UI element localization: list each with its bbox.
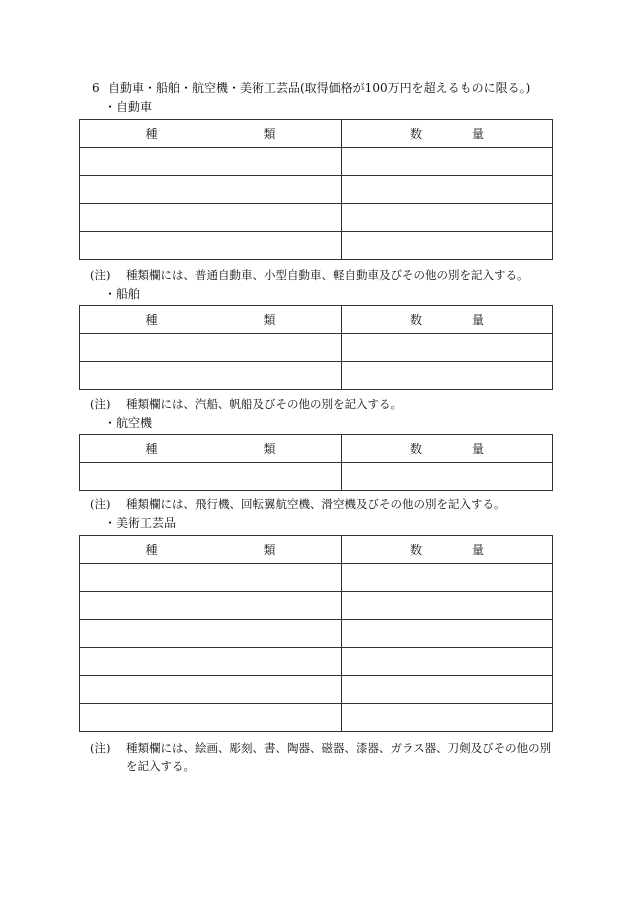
type-cell[interactable]	[80, 463, 342, 491]
group-title-automobile: ・自動車	[104, 100, 153, 114]
type-cell[interactable]	[80, 592, 342, 620]
table-art	[79, 535, 553, 732]
quantity-cell[interactable]	[342, 463, 553, 491]
type-cell[interactable]	[80, 362, 342, 390]
quantity-cell[interactable]	[342, 232, 553, 260]
note-text: 種類欄には、普通自動車、小型自動車、軽自動車及びその他の別を記入する。	[126, 268, 529, 282]
type-cell[interactable]	[80, 148, 342, 176]
type-cell[interactable]	[80, 176, 342, 204]
type-cell[interactable]	[80, 564, 342, 592]
header-quantity: 数 量	[342, 306, 553, 334]
table-aircraft	[79, 434, 553, 491]
table-row	[80, 362, 553, 390]
quantity-cell[interactable]	[342, 620, 553, 648]
note-tag: (注)	[90, 268, 111, 282]
quantity-cell[interactable]	[342, 676, 553, 704]
note-art	[90, 740, 551, 756]
header-quantity: 数 量	[342, 120, 553, 148]
table-row	[80, 176, 553, 204]
table-ship	[79, 305, 553, 390]
header-type: 種 類	[80, 306, 342, 334]
group-title-art: ・美術工芸品	[104, 516, 177, 530]
note-tag: (注)	[90, 741, 111, 755]
header-type: 種 類	[80, 536, 342, 564]
section-title: 自動車・船舶・航空機・美術工芸品(取得価格が100万円を超えるものに限る。)	[108, 81, 531, 95]
header-quantity: 数 量	[342, 435, 553, 463]
quantity-cell[interactable]	[342, 564, 553, 592]
group-title-aircraft: ・航空機	[104, 416, 153, 430]
table-row	[80, 204, 553, 232]
quantity-cell[interactable]	[342, 362, 553, 390]
table-row	[80, 463, 553, 491]
header-type: 種 類	[80, 435, 342, 463]
note-tag: (注)	[90, 397, 111, 411]
type-cell[interactable]	[80, 676, 342, 704]
group-title-ship: ・船舶	[104, 287, 141, 301]
table-row	[80, 648, 553, 676]
quantity-cell[interactable]	[342, 592, 553, 620]
table-header-row	[80, 306, 553, 334]
table-row	[80, 620, 553, 648]
quantity-cell[interactable]	[342, 648, 553, 676]
quantity-cell[interactable]	[342, 176, 553, 204]
quantity-cell[interactable]	[342, 334, 553, 362]
type-cell[interactable]	[80, 232, 342, 260]
type-cell[interactable]	[80, 648, 342, 676]
type-cell[interactable]	[80, 620, 342, 648]
note-text: 種類欄には、飛行機、回転翼航空機、滑空機及びその他の別を記入する。	[126, 497, 506, 511]
table-header-row	[80, 435, 553, 463]
type-cell[interactable]	[80, 204, 342, 232]
table-row	[80, 564, 553, 592]
type-cell[interactable]	[80, 704, 342, 732]
note-ship	[90, 396, 402, 412]
header-quantity: 数 量	[342, 536, 553, 564]
quantity-cell[interactable]	[342, 704, 553, 732]
table-row	[80, 334, 553, 362]
note-tag: (注)	[90, 497, 111, 511]
table-row	[80, 148, 553, 176]
note-text: 種類欄には、汽船、帆船及びその他の別を記入する。	[126, 397, 402, 411]
note-text: 種類欄には、絵画、彫刻、書、陶器、磁器、漆器、ガラス器、刀剣及びその他の別	[126, 741, 552, 755]
table-row	[80, 676, 553, 704]
table-automobile	[79, 119, 553, 260]
table-header-row	[80, 536, 553, 564]
quantity-cell[interactable]	[342, 148, 553, 176]
note-art-continued: を記入する。	[126, 759, 195, 773]
section-heading	[92, 80, 530, 96]
note-aircraft	[90, 496, 506, 512]
header-type: 種 類	[80, 120, 342, 148]
section-number: 6	[92, 81, 100, 95]
table-row	[80, 232, 553, 260]
quantity-cell[interactable]	[342, 204, 553, 232]
note-automobile	[90, 267, 529, 283]
table-header-row	[80, 120, 553, 148]
table-row	[80, 704, 553, 732]
type-cell[interactable]	[80, 334, 342, 362]
table-row	[80, 592, 553, 620]
